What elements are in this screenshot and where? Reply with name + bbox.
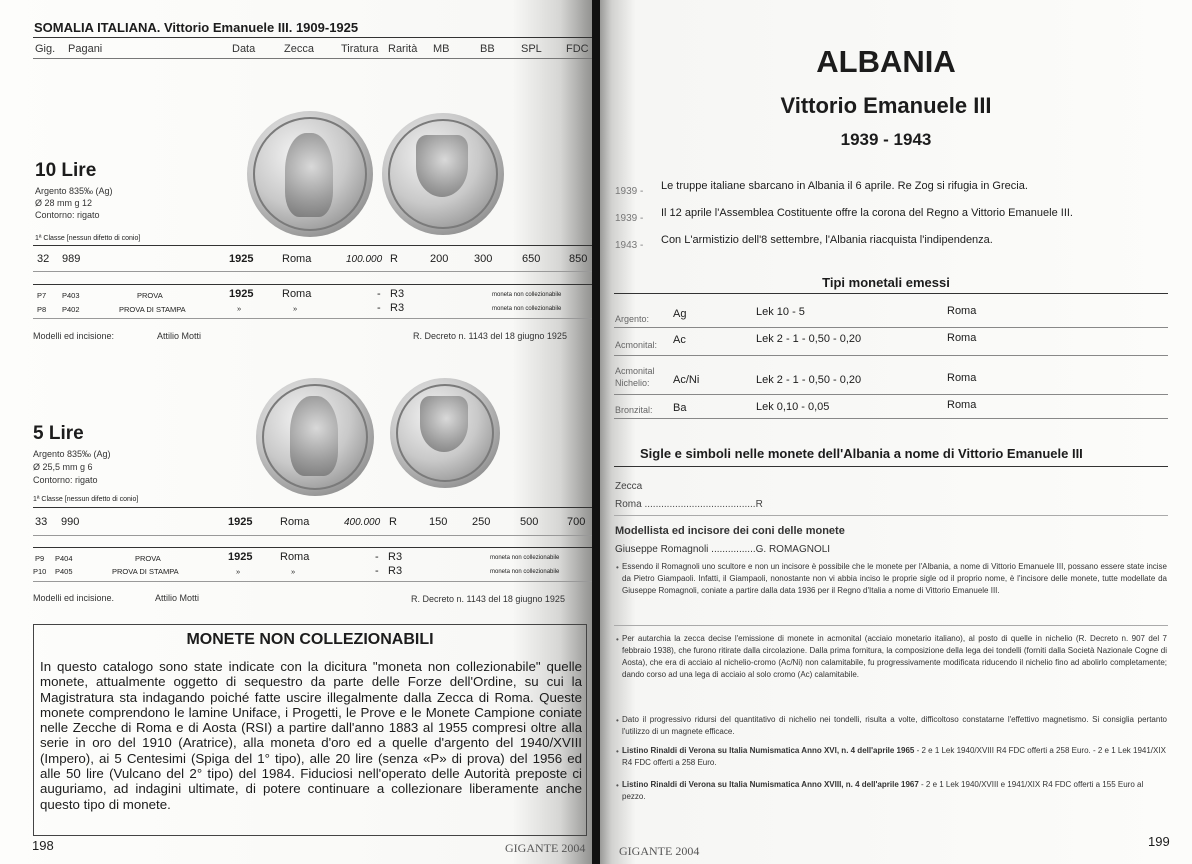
tipo-mint: Roma (947, 332, 977, 344)
note: Per autarchia la zecca decise l'emissione di monete in acmonital (acciaio monetario italiano), al posto di quelle in nichelio (R. Decreto n. 907 del 7 febbraio 1938), che furono ritirate dalla circolazione. Dalla prima fornitura, la composizione della lega dei tondelli (forniti dalla Società Nazionale Cogne di Aosta), che era di acciaio al nichelio-cromo (Ac/Ni) non calamitabile, fu progressivamente modificata riducendo il nichelio fino ad abolirlo completamente; dando corso ad una lega di acciaio al solo cromo (Ac) calamitabile. (622, 634, 1167, 679)
table-cell: R3 (390, 288, 405, 300)
tipo-values: Lek 10 - 5 (756, 306, 805, 318)
table-cell: R3 (388, 565, 403, 577)
table-cell: 1925 (229, 288, 254, 300)
tipo-metal: Ba (673, 402, 687, 414)
page-number-right: 199 (1148, 834, 1170, 849)
modelli-name: Attilio Motti (157, 331, 202, 341)
table-cell: moneta non collezionabile (492, 306, 562, 312)
table-cell: moneta non collezionabile (490, 555, 560, 561)
table-cell: Roma (280, 551, 310, 563)
table-cell: 989 (62, 253, 81, 265)
page-number-left: 198 (32, 838, 54, 853)
table-cell: Roma (280, 516, 310, 528)
table-cell: PROVA (137, 291, 163, 300)
event-text: Le truppe italiane sbarcano in Albania il 6 aprile. Re Zog si rifugia in Grecia. (661, 180, 1028, 192)
col-data: Data (232, 43, 256, 55)
tipo-values: Lek 0,10 - 0,05 (756, 401, 830, 413)
spec-line: Ø 25,5 mm g 6 (33, 462, 93, 472)
event-year: 1943 - (615, 240, 644, 251)
event-text: Il 12 aprile l'Assemblea Costituente offre la corona del Regno a Vittorio Emanuele III. (661, 207, 1073, 219)
coin-10-lire-reverse (382, 113, 504, 235)
modelli-label: Modelli ed incisione: (33, 331, 115, 341)
coin-10-lire-obverse (247, 111, 373, 237)
zecca-line: Roma ........................................R (615, 499, 763, 510)
table-cell: R3 (390, 302, 405, 314)
tipo-label: Argento: (615, 314, 650, 324)
table-cell: 200 (430, 253, 449, 265)
note: Dato il progressivo ridursi del quantitativo di nichelio nei tondelli, risulta a volte, difficoltoso constatarne l'effettivo magnetismo. Si consiglia pertanto l'utilizzo di un magnete efficace. (622, 715, 1167, 736)
tipo-values: Lek 2 - 1 - 0,50 - 0,20 (756, 333, 862, 345)
decreto: R. Decreto n. 1143 del 18 giugno 1925 (413, 331, 567, 341)
tipo-label: Bronzital: (615, 405, 653, 415)
box-text: In questo catalogo sono state indicate con la dicitura "moneta non collezionabile" quelle monete, attualmente oggetto di sequestro da parte delle Forze dell'Ordine, su cui la Magistratura sta indagando poiché fatte uscire illegalmente dalla Zecca di Roma. Queste monete comprendono le lamine Uniface, i Progetti, le Prove e le Monete Campione coniate nelle Zecche di Roma e di Aosta (RSI) a partire dall'anno 1883 al 1955 compresi oltre alla serie in oro del 1910 (Aratrice), alla moneta d'oro ed a quelle d'argento del 1940/XVIII (Impero), ai 5 Centesimi (Spiga del 1° tipo), alle 20 lire (senza «P» di prova) del 1956 ed alle 50 lire (Vulcano del 2° tipo) del 1984. Fiduciosi nell'operato delle Autorità preposte ci auguriamo, ad indagini ultimate, di potere continuare a collezionare liberamente anche questo tipo di monete. (40, 659, 582, 812)
table-cell: 1925 (228, 516, 253, 528)
monete-non-collezionabili-box (33, 624, 587, 836)
col-fdc: FDC (566, 43, 589, 55)
table-cell: Roma (282, 288, 312, 300)
footer-left: GIGANTE 2004 (505, 841, 586, 855)
modelli-name: Attilio Motti (155, 593, 200, 603)
page-subtitle: Vittorio Emanuele III (780, 93, 992, 118)
spec-line: Argento 835‰ (Ag) (33, 449, 111, 459)
table-cell: R (389, 516, 397, 528)
col-zecca: Zecca (284, 43, 314, 55)
table-cell: PROVA (135, 554, 161, 563)
right-page: ALBANIA Vittorio Emanuele III 1939 - 1943 1939 - Le truppe italiane sbarcano in Albania il 6 aprile. Re Zog si rifugia in Grecia. 1939 - Il 12 aprile l'Assemblea Costituente offre la corona del Regno a Vittorio Emanuele III. 1943 - Con L'armistizio dell'8 settembre, l'Albania riacquista l'indipendenza. Tipi monetali emessi Argento: Ag Lek 10 - 5 Roma Acmonital: Ac Lek 2 - 1 - 0,50 - 0,20 Roma Acmonital Nichelio: Ac/Ni Lek 2 - 1 - 0,50 - 0,20 Roma Bronzital: Ba Lek 0,10 - 0,05 Roma Sigle e simboli nelle monete dell'Albania a nome di Vittorio Emanuele III Zecca Roma ........................................R Modellista ed incisore dei coni delle monete Giuseppe Romagnoli ................G. ROMAGNOLI • Essendo il Romagnoli uno scultore e non un incisore è possibile che le monete per l'Albania, a nome di Vittorio Emanuele III, possano essere state incise da Pietro Giampaoli. Infatti, il Giampaoli, nonostante non vi abbia inciso le proprie sigle od il proprio nome, è l'incisore delle monete, tutte modellate da Giuseppe Romagnoli, coniate a partire dalla data 1936 per il Regno d'Italia a nome di Vittorio Emanuele III. • Per autarchia la zecca decise l'emissione di monete in acmonital (acciaio monetario italiano), al posto di quelle in nichelio (R. Decreto n. 907 del 7 febbraio 1938), che furono ritirate dalla circolazione. Dalla prima fornitura, la composizione della lega dei tondelli (forniti dalla Società Nazionale Cogne di Aosta), che era di acciaio al nichelio-cromo (Ac/Ni) non calamitabile, fu progressivamente modificata riducendo il nichelio fino ad abolirlo completamente; dando corso ad una lega di acciaio al solo cromo (Ac) calamitabile. • Dato il progressivo ridursi del quantitativo di nichelio nei tondelli, risulta a volte, difficoltoso constatarne l'effettivo magnetismo. Si consiglia pertanto l'utilizzo di un magnete efficace. • Listino Rinaldi di Verona su Italia Numismatica Anno XVI, n. 4 dell'aprile 1965 - 2 e 1 Lek 1940/XVIII R4 FDC offerti a 258 Euro. - 2 e 1 Lek 1941/XIX R4 FDC offerti a 258 Euro. • Listino Rinaldi di Verona su Italia Numismatica Anno XVIII, n. 4 dell'aprile 1967 - 2 e 1 Lek 1940/XVIII e 1941/XIX R4 FDC offerti a 155 Euro al pezzo. GIGANTE 2004 199 (600, 0, 1192, 864)
coin-5-lire-obverse (256, 378, 374, 496)
box-title: MONETE NON COLLEZIONABILI (186, 631, 434, 648)
table-cell: 1925 (229, 253, 254, 265)
table-cell: » (237, 304, 242, 313)
note: Essendo il Romagnoli uno scultore e non un incisore è possibile che le monete per l'Albania, a nome di Vittorio Emanuele III, possano essere state incise da Pietro Giampaoli. Infatti, il Giampaoli, nonostante non vi abbia inciso le proprie sigle od il proprio nome, è l'incisore delle monete, tutte modellate da Giuseppe Romagnoli, coniate a partire dalla data 1936 per il Regno d'Italia a nome di Vittorio Emanuele III. (622, 562, 1167, 595)
table-cell: P402 (62, 305, 80, 314)
tipo-metal: Ac (673, 334, 686, 346)
listino-title: Listino Rinaldi di Verona su Italia Numismatica Anno XVI, n. 4 dell'aprile 1965 (622, 746, 915, 755)
table-cell: » (236, 567, 241, 576)
table-cell: » (291, 567, 296, 576)
listino (622, 779, 1167, 803)
table-cell: » (293, 304, 298, 313)
tipo-mint: Roma (947, 372, 977, 384)
page-years: 1939 - 1943 (840, 130, 932, 149)
table-cell: moneta non collezionabile (490, 569, 560, 575)
table-cell: P9 (35, 554, 45, 563)
table-cell: 1925 (228, 551, 253, 563)
table-cell: 32 (37, 253, 50, 265)
listino (622, 745, 1167, 769)
table-cell: 33 (35, 516, 48, 528)
classe-label: 1ª Classe [nessun difetto di conio] (33, 496, 139, 503)
table-cell: 400.000 (344, 517, 381, 528)
table-cell: Roma (282, 253, 312, 265)
spec-line: Contorno: rigato (35, 210, 100, 220)
table-cell: P8 (37, 305, 47, 314)
classe-label: 1ª Classe [nessun difetto di conio] (35, 235, 141, 242)
tipi-title: Tipi monetali emessi (822, 275, 950, 290)
table-cell: - (377, 302, 381, 314)
table-cell: R3 (388, 551, 403, 563)
decreto: R. Decreto n. 1143 del 18 giugno 1925 (411, 594, 565, 604)
coin-5-lire-reverse (390, 378, 500, 488)
sigle-title: Sigle e simboli nelle monete dell'Albania a nome di Vittorio Emanuele III (640, 446, 1083, 461)
table-cell: 100.000 (346, 254, 383, 265)
spec-line: Argento 835‰ (Ag) (35, 186, 113, 196)
table-cell: moneta non collezionabile (492, 292, 562, 298)
page-title: ALBANIA (816, 44, 956, 79)
tipo-label: Acmonital Nichelio: (615, 366, 655, 388)
table-cell: 990 (61, 516, 80, 528)
table-cell: 500 (520, 516, 539, 528)
denomination-5-lire: 5 Lire (33, 423, 84, 444)
table-cell: P403 (62, 291, 80, 300)
tipo-mint: Roma (947, 399, 977, 411)
spec-line: Contorno: rigato (33, 475, 98, 485)
listino-text: - 2 e 1 Lek 1940/XVIII e 1941/XIX R4 FDC offerti a 155 Euro al pezzo. (622, 780, 1144, 801)
table-cell: PROVA DI STAMPA (112, 567, 179, 576)
table-cell: - (375, 565, 379, 577)
tipo-values: Lek 2 - 1 - 0,50 - 0,20 (756, 374, 862, 386)
modelli-label: Modelli ed incisione. (33, 593, 115, 603)
page-header-title: SOMALIA ITALIANA. Vittorio Emanuele III. 1909-1925 (34, 20, 359, 35)
table-cell: 850 (569, 253, 588, 265)
col-rarita: Rarità (388, 43, 418, 55)
event-year: 1939 - (615, 213, 644, 224)
table-cell: 700 (567, 516, 586, 528)
tipo-label: Acmonital: (615, 340, 658, 350)
table-cell: - (377, 288, 381, 300)
event-year: 1939 - (615, 186, 644, 197)
col-spl: SPL (521, 43, 542, 55)
zecca-label: Zecca (615, 481, 643, 492)
modellista-line: Giuseppe Romagnoli ................G. ROMAGNOLI (615, 544, 831, 555)
table-cell: - (375, 551, 379, 563)
table-cell: 650 (522, 253, 541, 265)
table-cell: 250 (472, 516, 491, 528)
table-cell: P404 (55, 554, 73, 563)
table-cell: P10 (33, 567, 47, 576)
tipo-mint: Roma (947, 305, 977, 317)
table-cell: 300 (474, 253, 493, 265)
table-cell: P405 (55, 567, 73, 576)
table-cell: PROVA DI STAMPA (119, 305, 186, 314)
tipo-metal: Ac/Ni (673, 374, 700, 386)
col-tiratura: Tiratura (341, 43, 379, 55)
tipo-metal: Ag (673, 308, 687, 320)
event-text: Con L'armistizio dell'8 settembre, l'Albania riacquista l'indipendenza. (661, 234, 993, 246)
modellista-title: Modellista ed incisore dei coni delle monete (615, 525, 845, 537)
table-cell: P7 (37, 291, 47, 300)
col-bb: BB (480, 43, 495, 55)
table-cell: 150 (429, 516, 448, 528)
col-mb: MB (433, 43, 450, 55)
col-pagani: Pagani (68, 43, 103, 55)
spec-line: Ø 28 mm g 12 (35, 198, 93, 208)
table-cell: R (390, 253, 398, 265)
listino-text: - 2 e 1 Lek 1940/XVIII R4 FDC offerti a 258 Euro. - 2 e 1 Lek 1941/XIX R4 FDC offerti a 258 Euro. (622, 746, 1166, 767)
denomination-10-lire: 10 Lire (35, 160, 97, 181)
footer-right: GIGANTE 2004 (619, 844, 700, 858)
col-gig: Gig. (35, 43, 56, 55)
listino-title: Listino Rinaldi di Verona su Italia Numismatica Anno XVIII, n. 4 dell'aprile 1967 (622, 780, 919, 789)
